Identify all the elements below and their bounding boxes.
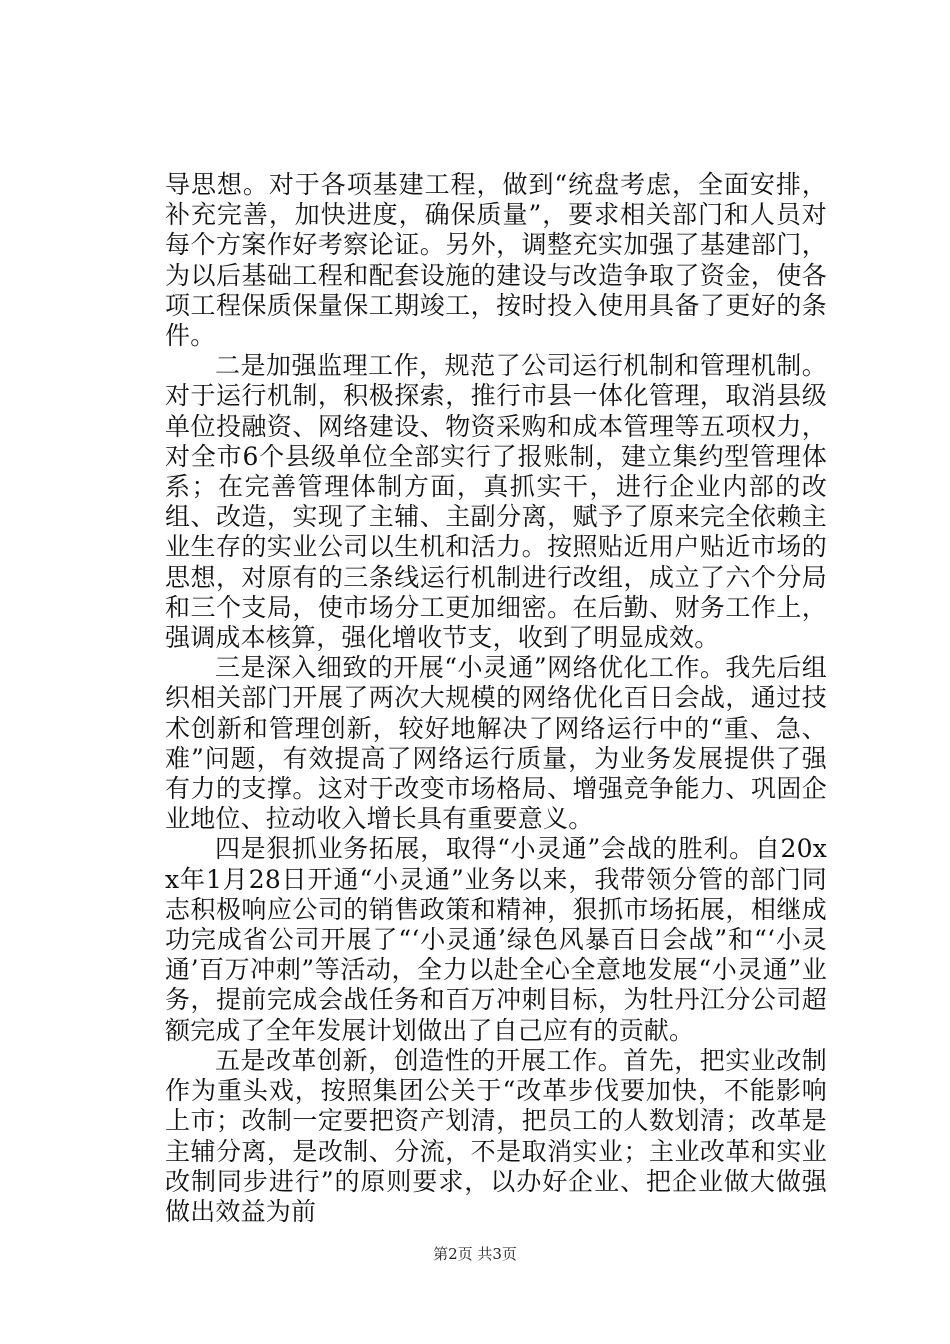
paragraph-five: 五是改革创新，创造性的开展工作。首先，把实业改制作为重头戏，按照集团公关于“改革步伐要加快，不能影响上市；改制一定要把资产划清，把员工的人数划清；改革是主辅分离，是改制、分流，不是取消实业；主业改革和实业改制同步进行”的原则要求，以办好企业、把企业做大做强做出效益为前 xyxy=(165,1045,827,1226)
body-text xyxy=(165,170,827,1227)
page-number-footer: 第2页 共3页 xyxy=(433,1245,517,1263)
paragraph-continuation: 导思想。对于各项基建工程，做到“统盘考虑，全面安排，补充完善，加快进度，确保质量”，要求相关部门和人员对每个方案作好考察论证。另外，调整充实加强了基建部门，为以后基础工程和配套设施的建设与改造争取了资金，使各项工程保质保量保工期竣工，按时投入使用具备了更好的条件。 xyxy=(165,170,827,351)
paragraph-two: 二是加强监理工作，规范了公司运行机制和管理机制。对于运行机制，积极探索，推行市县一体化管理，取消县级单位投融资、网络建设、物资采购和成本管理等五项权力，对全市6个县级单位全部实行了报账制，建立集约型管理体系；在完善管理体制方面，真抓实干，进行企业内部的改组、改造，实现了主辅、主副分离，赋予了原来完全依赖主业生存的实业公司以生机和活力。按照贴近用户贴近市场的思想，对原有的三条线运行机制进行改组，成立了六个分局和三个支局，使市场分工更加细密。在后勤、财务工作上，强调成本核算，强化增收节支，收到了明显成效。 xyxy=(165,351,827,653)
paragraph-four: 四是狠抓业务拓展，取得“小灵通”会战的胜利。自20xx年1月28日开通“小灵通”业务以来，我带领分管的部门同志积极响应公司的销售政策和精神，狠抓市场拓展，相继成功完成省公司开展了“‘小灵通’绿色风暴百日会战”和“‘小灵通’百万冲刺”等活动，全力以赴全心全意地发展“小灵通”业务，提前完成会战任务和百万冲刺目标，为牡丹江分公司超额完成了全年发展计划做出了自己应有的贡献。 xyxy=(165,834,827,1045)
paragraph-three: 三是深入细致的开展“小灵通”网络优化工作。我先后组织相关部门开展了两次大规模的网络优化百日会战，通过技术创新和管理创新，较好地解决了网络运行中的“重、急、难”问题，有效提高了网络运行质量，为业务发展提供了强有力的支撑。这对于改变市场格局、增强竞争能力、巩固企业地位、拉动收入增长具有重要意义。 xyxy=(165,653,827,834)
